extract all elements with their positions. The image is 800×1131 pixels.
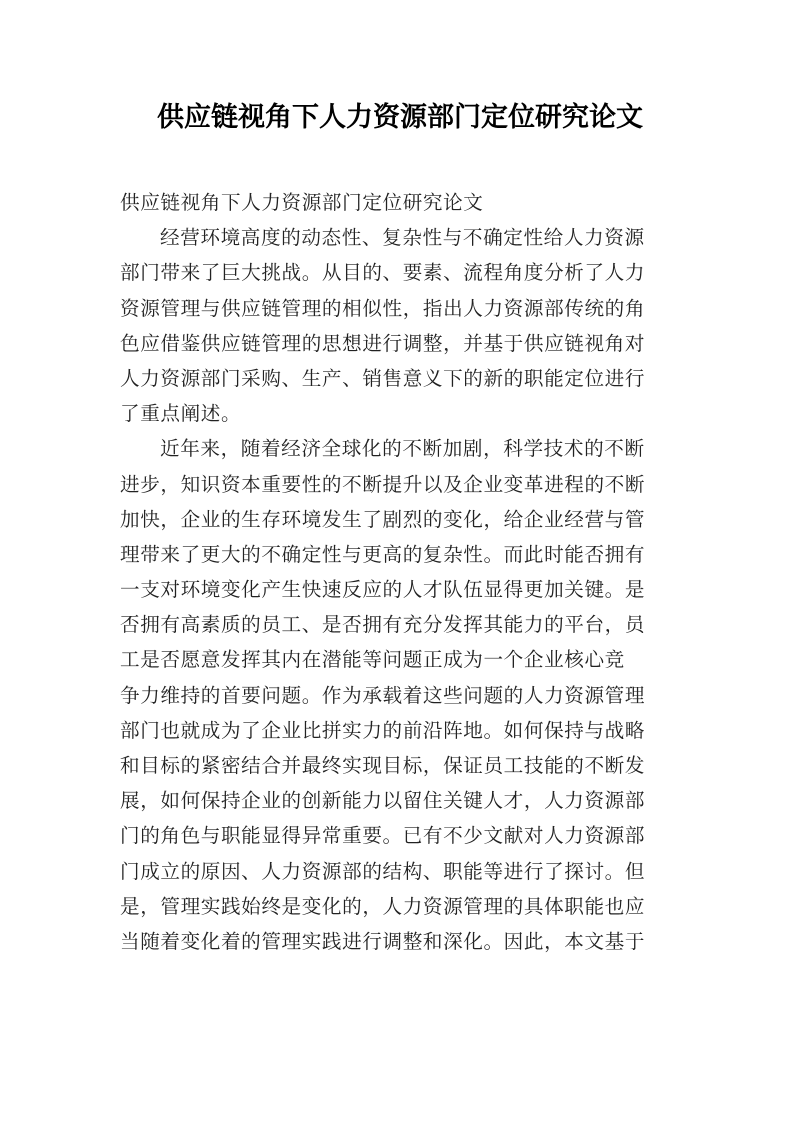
paragraph-line: 资源管理与供应链管理的相似性，指出人力资源部传统的角 bbox=[120, 296, 646, 320]
paragraph-line: 理带来了更大的不确定性与更高的复杂性。而此时能否拥有 bbox=[120, 542, 646, 566]
paragraph-line: 近年来，随着经济全球化的不断加剧，科学技术的不断 bbox=[160, 437, 645, 461]
paragraph-line: 展，如何保持企业的创新能力以留住关键人才，人力资源部 bbox=[120, 789, 646, 813]
paragraph-line: 色应借鉴供应链管理的思想进行调整，并基于供应链视角对 bbox=[120, 331, 646, 355]
document-body bbox=[120, 185, 684, 959]
paragraph-line: 了重点阐述。 bbox=[120, 402, 242, 426]
paragraph-introduction bbox=[120, 431, 684, 959]
paragraph-line: 加快，企业的生存环境发生了剧烈的变化，给企业经营与管 bbox=[120, 507, 646, 531]
paragraph-line: 和目标的紧密结合并最终实现目标，保证员工技能的不断发 bbox=[120, 754, 646, 777]
paragraph-line: 是，管理实践始终是变化的，人力资源管理的具体职能也应 bbox=[120, 894, 646, 918]
paragraph-line: 部门也就成为了企业比拼实力的前沿阵地。如何保持与战略 bbox=[120, 718, 646, 742]
paragraph-line: 人力资源部门采购、生产、销售意义下的新的职能定位进行 bbox=[120, 366, 646, 390]
paragraph-line: 否拥有高素质的员工、是否拥有充分发挥其能力的平台，员 bbox=[120, 613, 646, 637]
paragraph-line: 门的角色与职能显得异常重要。已有不少文献对人力资源部 bbox=[120, 824, 646, 848]
paragraph-line: 部门带来了巨大挑战。从目的、要素、流程角度分析了人力 bbox=[120, 261, 646, 285]
paragraph-abstract bbox=[120, 220, 684, 431]
document-title: 供应链视角下人力资源部门定位研究论文 bbox=[157, 102, 643, 133]
paragraph-line: 经营环境高度的动态性、复杂性与不确定性给人力资源 bbox=[160, 226, 645, 250]
paragraph-line: 工是否愿意发挥其内在潜能等问题正成为一个企业核心竞 bbox=[120, 648, 625, 672]
paragraph-line: 进步，知识资本重要性的不断提升以及企业变革进程的不断 bbox=[120, 472, 646, 496]
paragraph-line: 争力维持的首要问题。作为承载着这些问题的人力资源管理 bbox=[120, 683, 646, 707]
paragraph-line: 一支对环境变化产生快速反应的人才队伍显得更加关键。是 bbox=[120, 578, 646, 602]
paragraph-line: 当随着变化着的管理实践进行调整和深化。因此，本文基于 bbox=[120, 929, 646, 953]
document-subtitle: 供应链视角下人力资源部门定位研究论文 bbox=[120, 191, 484, 214]
paragraph-line: 门成立的原因、人力资源部的结构、职能等进行了探讨。但 bbox=[120, 859, 646, 883]
